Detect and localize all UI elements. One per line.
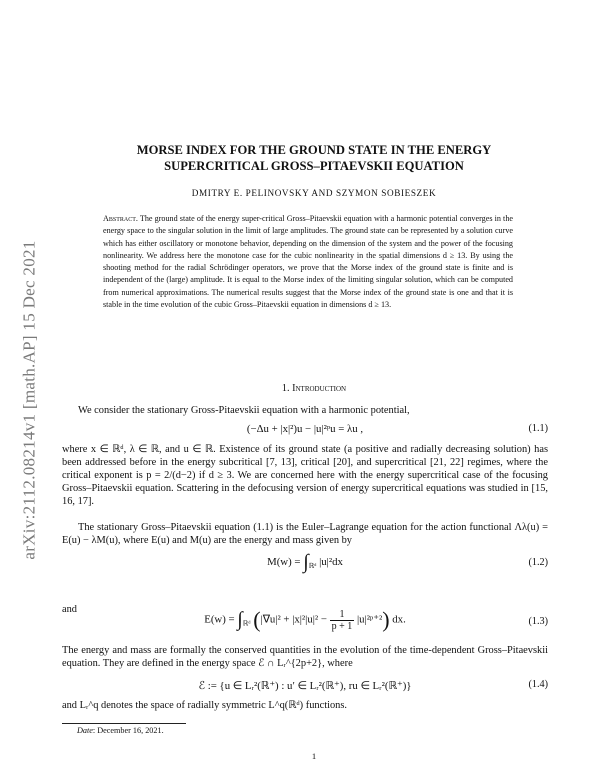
section-number: 1. <box>281 383 290 394</box>
equation-1-2-number: (1.2) <box>528 557 548 568</box>
equation-1-1-body: (−Δu + |x|²)u − |u|²ᵖu = λu , <box>246 423 364 435</box>
footnote-text: : December 16, 2021. <box>92 726 164 735</box>
equation-1-3-inner: |∇u|² + |x|²|u|² − <box>260 613 327 626</box>
paragraph-1: We consider the stationary Gross-Pitaevskii equation with a harmonic potential, <box>78 405 410 416</box>
right-paren: ) <box>382 607 390 632</box>
fraction-denominator: p + 1 <box>331 620 353 632</box>
page-number: 1 <box>311 751 317 761</box>
equation-1-1 <box>62 423 548 441</box>
section-heading <box>60 383 568 394</box>
equation-1-2-integrand: |u|²dx <box>319 555 343 568</box>
paper-title <box>60 142 568 174</box>
equation-1-3-lhs: E(w) = <box>204 613 235 626</box>
paragraph-4: and <box>62 604 78 615</box>
author-list: DMITRY E. PELINOVSKY AND SZYMON SOBIESZEK <box>191 188 437 198</box>
integral-sign: ∫ <box>303 551 309 573</box>
arxiv-identifier-text: arXiv:2112.08214v1 [math.AP] 15 Dec 2021 <box>20 240 39 560</box>
footnote-label: Date <box>77 726 93 735</box>
abstract <box>103 213 513 311</box>
paragraph-3: The stationary Gross–Pitaevskii equation (1.1) is the Euler–Lagrange equation for the action functional Λλ(u) = E(u) − λM(u), where E(u) and M(u) are the energy and mass given by <box>62 522 548 546</box>
equation-1-3-tail: |u|²ᵖ⁺² <box>356 613 383 626</box>
equation-1-4-body: ℰ := {u ∈ Lᵣ²(ℝ⁺) : u′ ∈ Lᵣ²(ℝ⁺), ru ∈ Lᵣ²(ℝ⁺)} <box>198 680 412 692</box>
fraction-numerator: 1 <box>330 609 355 621</box>
abstract-label: Abstract. <box>103 214 138 223</box>
equation-1-1-number: (1.1) <box>528 423 548 434</box>
title-line-2: SUPERCRITICAL GROSS–PITAEVSKII EQUATION <box>164 159 464 173</box>
abstract-text: The ground state of the energy super-critical Gross–Pitaevskii equation with a harmonic potential converges in the energy space to the singular solution in the limit of large amplitudes. The ground state can be represented by a solution curve which has either oscillatory or monotone behavior, depending on the dimension of the system and the power of the focusing nonlinearity. We address here the monotone case for the cubic nonlinearity in the spatial dimensions d ≥ 13. By using the shooting method for the radial Schrödinger operators, we prove that the Morse index of the ground state is finite and is independent of the (large) amplitude. It is equal to the Morse index of the limiting singular solution, which can be computed from numerical approximations. The numerical results suggest that the Morse index of the ground state is one and that it is stable in the time evolution of the cubic Gross–Pitaevskii equation in dimensions d ≥ 13. <box>103 214 513 310</box>
section-title: Introduction <box>292 383 347 394</box>
equation-1-2 <box>62 551 548 579</box>
equation-1-2-lhs: M(w) = <box>267 555 301 568</box>
paragraph-6: and Lᵣ^q denotes the space of radially symmetric L^q(ℝᵈ) functions. <box>62 700 348 711</box>
equation-1-4-number: (1.4) <box>528 679 548 690</box>
equation-1-3 <box>62 607 548 639</box>
integral-sign: ∫ <box>237 608 243 631</box>
equation-1-3-body <box>62 607 548 633</box>
paragraph-2: where x ∈ ℝᵈ, λ ∈ ℝ, and u ∈ ℝ. Existence of its ground state (a positive and radially decreasing solution) has been addressed before in the energy subcritical [7, 13], critical [20], and supercritical [21, 22] regimes, where the critical exponent is p = 2/(d−2) if d ≥ 3. We are concerned here with the energy supercritical case of the focusing Gross–Pitaevskii equation. Scattering in the defocusing version of energy supercritical equations was studied in [15, 16, 17]. <box>62 444 548 507</box>
footnote <box>77 726 164 735</box>
equation-1-2-domain: ℝᵈ <box>308 561 317 570</box>
footnote-rule <box>62 723 186 724</box>
arxiv-identifier <box>8 190 52 610</box>
equation-1-2-body <box>62 551 548 574</box>
equation-1-4 <box>62 679 548 697</box>
equation-1-3-fraction <box>330 609 355 632</box>
paragraph-5: The energy and mass are formally the conserved quantities in the evolution of the time-dependent Gross–Pitaevskii equation. They are defined in the energy space ℰ ∩ Lᵣ^{2p+2}, where <box>62 645 548 669</box>
equation-1-3-number: (1.3) <box>528 616 548 627</box>
equation-1-3-domain: ℝᵈ <box>242 619 251 628</box>
title-line-1: MORSE INDEX FOR THE GROUND STATE IN THE ENERGY <box>136 143 492 157</box>
left-paren: ( <box>253 607 261 632</box>
equation-1-3-end: dx. <box>392 613 406 626</box>
